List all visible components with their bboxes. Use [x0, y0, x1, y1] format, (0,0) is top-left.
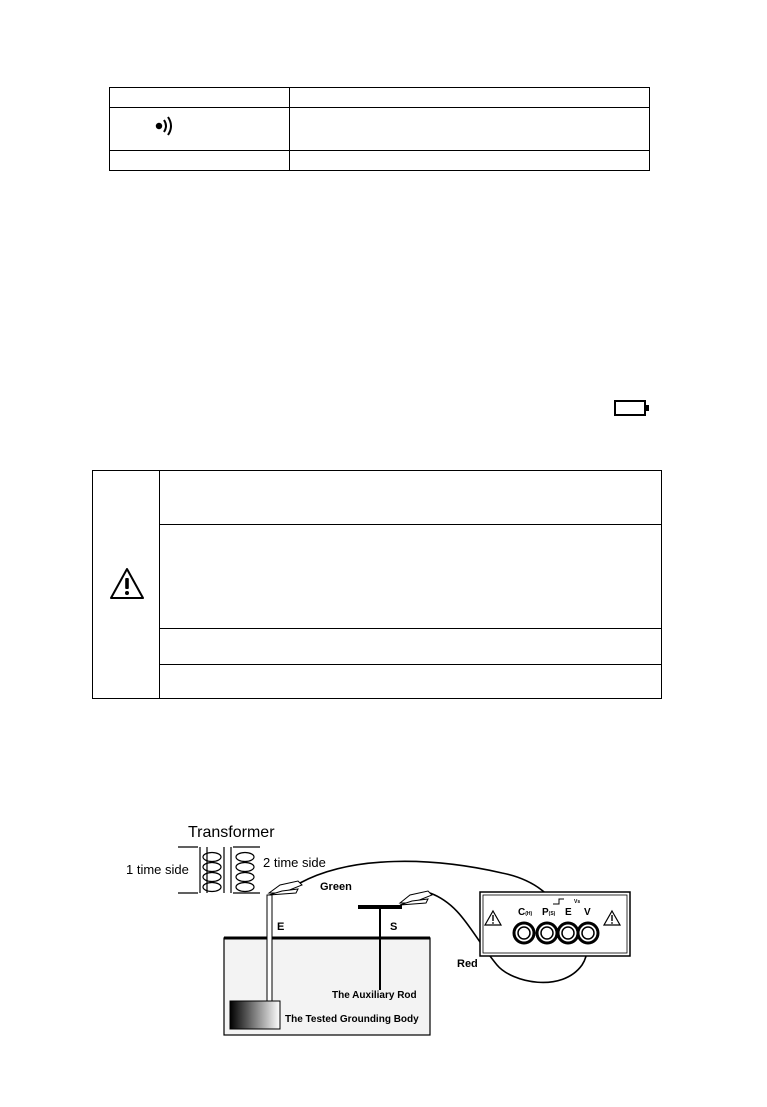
red-label: Red	[457, 958, 478, 970]
warning-row	[159, 629, 661, 665]
table-row	[110, 108, 649, 151]
warning-row	[159, 525, 661, 629]
transformer-label: Transformer	[188, 824, 275, 841]
auxiliary-rod-label: The Auxiliary Rod	[332, 990, 417, 1001]
tested-body-label: The Tested Grounding Body	[285, 1014, 419, 1025]
table-row	[110, 88, 649, 108]
tested-grounding-body	[230, 1001, 280, 1029]
green-label: Green	[320, 881, 352, 893]
s-rod-top	[358, 905, 402, 909]
terminal-v	[578, 923, 598, 943]
green-clip	[269, 881, 302, 895]
table-row	[110, 151, 649, 170]
warning-triangle-icon	[108, 566, 146, 607]
terminal-e-label: E	[565, 907, 572, 918]
terminal-p-label: P(S)	[542, 907, 556, 918]
warning-row	[159, 665, 661, 698]
warning-icon-cell	[93, 471, 160, 698]
sound-waves-icon	[154, 114, 176, 143]
instrument-panel	[480, 892, 630, 956]
secondary-side-label: 2 time side	[263, 855, 326, 870]
transformer-icon	[178, 847, 260, 893]
top-table	[109, 87, 650, 171]
terminal-c	[514, 923, 534, 943]
wiring-diagram	[112, 815, 652, 1045]
warning-table	[92, 470, 662, 699]
terminal-v-label: V	[584, 907, 591, 918]
terminal-c-label: C(H)	[518, 907, 533, 918]
warning-row	[159, 471, 661, 525]
low-battery-icon	[614, 400, 650, 421]
terminal-p	[537, 923, 557, 943]
red-clip	[400, 891, 432, 905]
terminal-vs-label: Vs	[574, 899, 581, 905]
terminal-e	[558, 923, 578, 943]
s-label: S	[390, 921, 398, 933]
e-rod	[267, 895, 272, 1001]
primary-side-label: 1 time side	[126, 862, 189, 877]
e-label: E	[277, 921, 285, 933]
